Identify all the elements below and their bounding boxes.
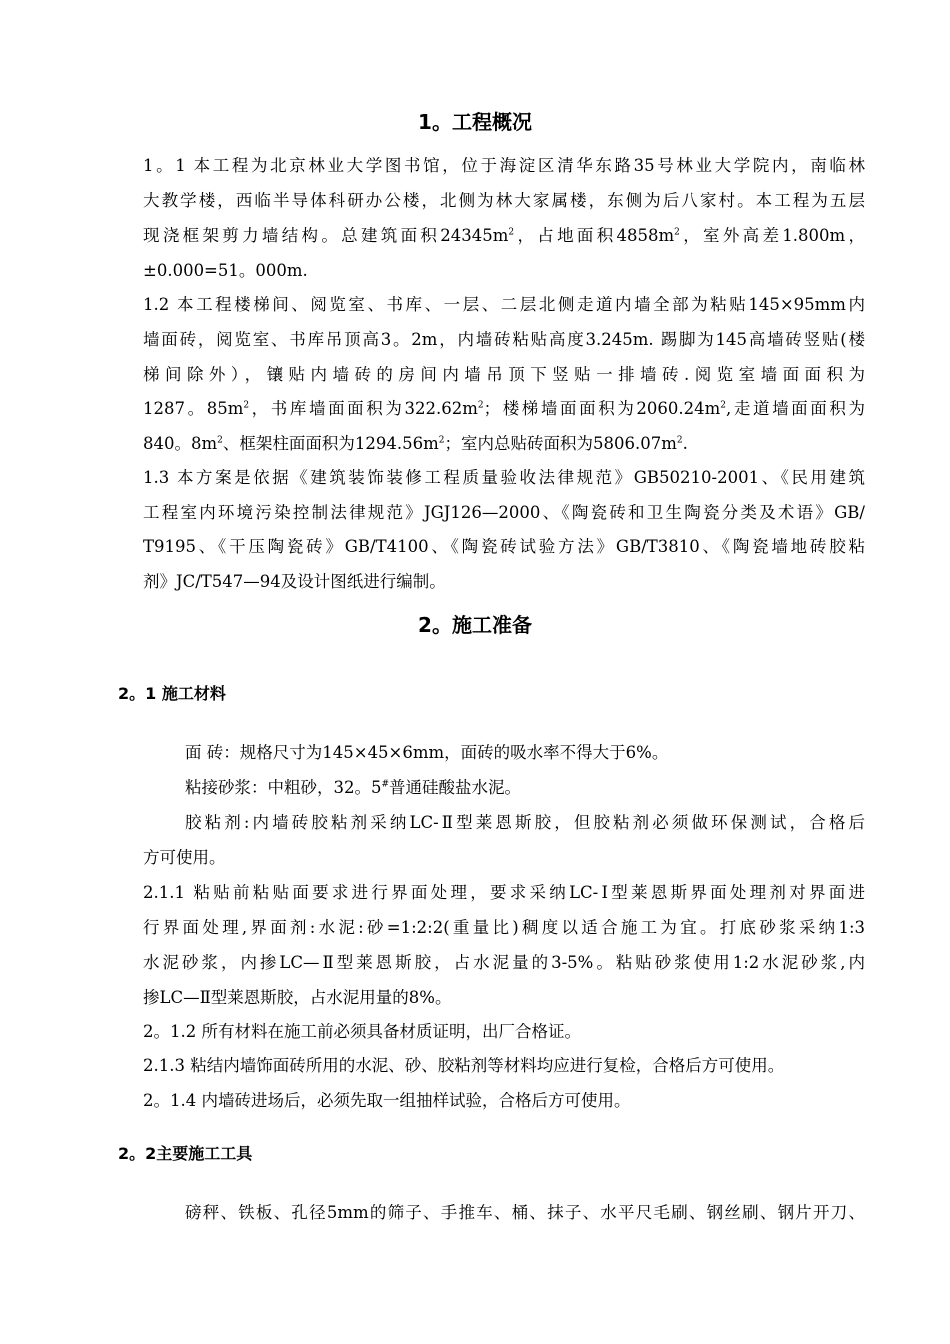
paragraph-2-1-1-line: 2.1.1 粘贴前粘贴面要求进行界面处理，要求采纳LC-Ⅰ型莱恩斯界面处理剂对界面进 — [143, 883, 865, 902]
paragraph-1-1-line: 现浇框架剪力墙结构。总建筑面积$24345m^2$，占地面积$4858m^2$，室外高差1.800m， — [143, 226, 866, 245]
paragraph-2-1-3: 2.1.3 粘结内墙饰面砖所用的水泥、砂、胶粘剂等材料均应进行复检，合格后方可使用。 — [143, 1056, 785, 1075]
section-title-1: 1。工程概况 — [418, 110, 532, 134]
material-glue-line: 胶粘剂:内墙砖胶粘剂采纳LC-Ⅱ型莱恩斯胶，但胶粘剂必须做环保测试，合格后 — [185, 813, 865, 832]
paragraph-2-1-1-line: 掺LC—Ⅱ型莱恩斯胶，占水泥用量的8%。 — [143, 988, 452, 1007]
paragraph-1-2-line: 梯间除外），镶贴内墙砖的房间内墙吊顶下竖贴一排墙砖.阅览室墙面面积为 — [143, 365, 865, 384]
material-mortar: 粘接砂浆：中粗砂，32。5#普通硅酸盐水泥。 — [185, 778, 522, 797]
subsection-title-2-1: 2。1 施工材料 — [118, 684, 226, 703]
paragraph-1-2-line: 840。$8m^2$、框架柱面面积为$1294.56m^2$；室内总贴砖面积为$5806.07m^2$. — [143, 434, 688, 453]
section-title-2: 2。施工准备 — [418, 613, 532, 637]
paragraph-2-1-1-line: 行界面处理,界面剂:水泥:砂=1:2:2(重量比)稠度以适合施工为宜。打底砂浆采纳1:3 — [143, 918, 865, 937]
subsection-title-2-2: 2。2主要施工工具 — [118, 1144, 253, 1163]
paragraph-1-3-line: T9195、《干压陶瓷砖》GB/T4100、《陶瓷砖试验方法》GB/T3810、《陶瓷墙地砖胶粘 — [143, 537, 865, 556]
paragraph-1-3-line: 工程室内环境污染控制法律规范》JGJ126—2000、《陶瓷砖和卫生陶瓷分类及术语》GB/ — [143, 503, 865, 522]
paragraph-1-2-line: 墙面砖，阅览室、书库吊顶高3。2m，内墙砖粘贴高度3.245m. 踢脚为145高墙砖竖贴(楼 — [143, 330, 865, 349]
paragraph-1-2-line: 1287。$85m^2$，书库墙面面积为$322.62m^2$；楼梯墙面面积为$2060.24m^2$,走道墙面面积为 — [143, 399, 865, 418]
tools-line: 磅秤、铁板、孔径5mm的筛子、手推车、桶、抹子、水平尺毛刷、钢丝刷、钢片开刀、 — [185, 1203, 865, 1222]
material-glue-line: 方可使用。 — [143, 848, 226, 867]
paragraph-2-1-4: 2。1.4 内墙砖进场后，必须先取一组抽样试验，合格后方可使用。 — [143, 1091, 631, 1110]
paragraph-1-2-line: 1.2 本工程楼梯间、阅览室、书库、一层、二层北侧走道内墙全部为粘贴145×95mm内 — [143, 295, 865, 314]
material-tile: 面 砖：规格尺寸为145×45×6mm，面砖的吸水率不得大于6%。 — [185, 743, 669, 762]
paragraph-2-1-1-line: 水泥砂浆，内掺LC—Ⅱ型莱恩斯胶，占水泥量的3-5%。粘贴砂浆使用1:2水泥砂浆,内 — [143, 953, 865, 972]
paragraph-1-1-line: 大教学楼，西临半导体科研办公楼，北侧为林大家属楼，东侧为后八家村。本工程为五层 — [143, 191, 865, 210]
paragraph-2-1-2: 2。1.2 所有材料在施工前必须具备材质证明，出厂合格证。 — [143, 1022, 581, 1041]
paragraph-1-3-line: 1.3 本方案是依据《建筑装饰装修工程质量验收法律规范》GB50210-2001、《民用建筑 — [143, 468, 865, 487]
paragraph-1-3-line: 剂》JC/T547—94及设计图纸进行编制。 — [143, 572, 446, 591]
paragraph-1-1-line: ±0.000=51。000m. — [143, 261, 308, 280]
paragraph-1-1-line: 1。1 本工程为北京林业大学图书馆，位于海淀区清华东路35号林业大学院内，南临林 — [143, 156, 865, 175]
